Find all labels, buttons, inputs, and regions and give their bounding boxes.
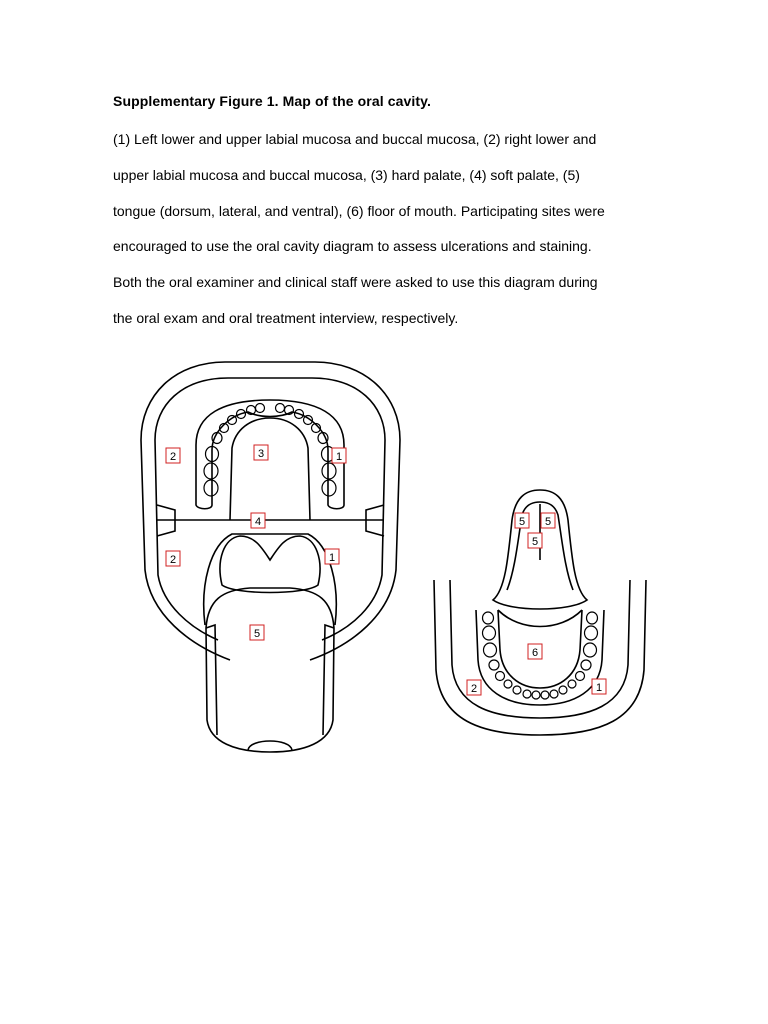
hard-palate bbox=[230, 418, 310, 520]
svg-text:5: 5 bbox=[544, 516, 552, 528]
svg-text:4: 4 bbox=[254, 516, 262, 528]
caption-line: encouraged to use the oral cavity diagram to assess ulcerations and staining. bbox=[113, 238, 592, 255]
svg-text:2: 2 bbox=[169, 451, 177, 463]
lower-teeth-right bbox=[541, 612, 598, 699]
caption-line: upper labial mucosa and buccal mucosa, (3) hard palate, (4) soft palate, (5) bbox=[113, 166, 580, 183]
floor-of-mouth-view bbox=[434, 490, 646, 735]
svg-text:1: 1 bbox=[335, 451, 343, 463]
svg-text:1: 1 bbox=[328, 552, 336, 564]
soft-palate bbox=[204, 534, 337, 625]
svg-text:3: 3 bbox=[257, 448, 265, 460]
region-label bbox=[515, 513, 529, 528]
region-label bbox=[254, 445, 268, 460]
svg-text:2: 2 bbox=[470, 683, 478, 695]
svg-text:5: 5 bbox=[253, 628, 261, 640]
region-label bbox=[541, 513, 555, 528]
figure-caption bbox=[113, 122, 673, 337]
caption-line: the oral exam and oral treatment interview, respectively. bbox=[113, 309, 459, 326]
uvula bbox=[220, 536, 320, 593]
region-label bbox=[528, 644, 542, 659]
region-label bbox=[592, 679, 606, 694]
region-label bbox=[166, 551, 180, 566]
region-label bbox=[251, 513, 265, 528]
svg-text:5: 5 bbox=[531, 536, 539, 548]
svg-text:2: 2 bbox=[169, 554, 177, 566]
caption-line: tongue (dorsum, lateral, and ventral), (6) floor of mouth. Participating sites were bbox=[113, 202, 605, 219]
tongue bbox=[206, 588, 334, 752]
region-labels bbox=[166, 445, 606, 695]
region-label bbox=[528, 533, 542, 548]
caption-line: (1) Left lower and upper labial mucosa and buccal mucosa, (2) right lower and bbox=[113, 131, 597, 147]
region-label bbox=[467, 680, 481, 695]
svg-text:1: 1 bbox=[595, 682, 603, 694]
region-label bbox=[325, 549, 339, 564]
figure-title: Supplementary Figure 1. Map of the oral cavity. bbox=[113, 93, 431, 109]
region-label bbox=[250, 625, 264, 640]
floor-of-mouth bbox=[498, 610, 582, 627]
tongue-tip bbox=[248, 741, 292, 750]
region-label bbox=[332, 448, 346, 463]
caption-line: Both the oral examiner and clinical staff were asked to use this diagram during bbox=[113, 274, 598, 291]
region-label bbox=[166, 448, 180, 463]
svg-text:5: 5 bbox=[518, 516, 526, 528]
svg-text:6: 6 bbox=[531, 647, 539, 659]
oral-cavity-diagram bbox=[140, 355, 660, 760]
